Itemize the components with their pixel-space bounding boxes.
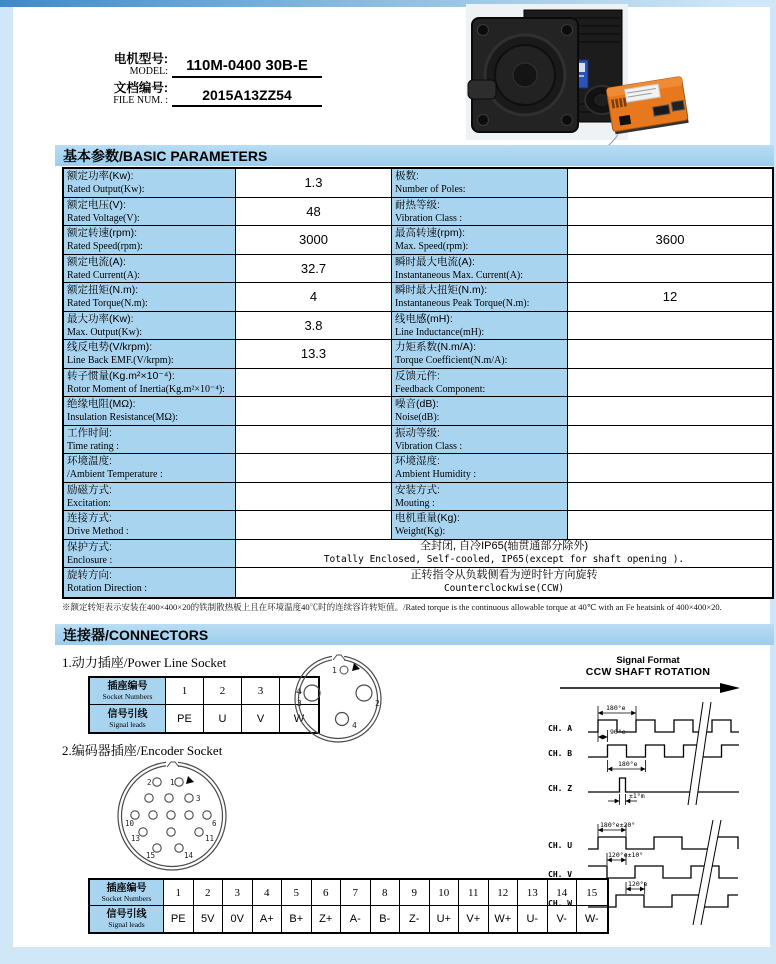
model-label-cn: 电机型号:	[113, 52, 168, 66]
basic-parameters-table	[62, 167, 774, 599]
param-value-cell	[568, 369, 772, 398]
param-label-cn: 最大功率(Kw):	[67, 312, 134, 325]
socket-number-cell: 3	[223, 880, 253, 906]
pin-header-cn: 信号引线	[106, 909, 147, 920]
signal-lead-cell: W+	[489, 906, 519, 932]
param-label-cell	[64, 340, 236, 369]
wave-ch-z	[588, 778, 739, 792]
socket-number-cell: 9	[400, 880, 430, 906]
param-label-en: Instantaneous Max. Current(A):	[395, 269, 524, 281]
filenum-value: 2015A13ZZ54	[172, 87, 322, 107]
param-label-en: Excitation:	[67, 497, 111, 509]
socket-number-cell: 15	[577, 880, 607, 906]
param-label-cell	[64, 369, 236, 398]
pin-table-header-cell	[90, 880, 164, 906]
param-value-cell	[568, 312, 772, 341]
param-label-en: Rated Speed(rpm):	[67, 241, 143, 252]
param-label-en: Instantaneous Peak Torque(N.m):	[395, 298, 530, 309]
ch-v-label: CH. V	[548, 870, 573, 879]
param-label-cell	[392, 369, 568, 398]
param-label-en: Max. Output(Kw):	[67, 326, 142, 338]
param-label-en: Rotation Direction :	[67, 583, 147, 594]
signal-lead-cell: U-	[518, 906, 548, 932]
param-label-cell	[392, 426, 568, 455]
encoder-socket-table	[88, 878, 609, 934]
param-label-cell	[392, 198, 568, 227]
param-label-cell	[64, 511, 236, 540]
ch-a-label: CH. A	[548, 724, 573, 733]
param-label-cn: 转子惯量(Kg.m²×10⁻⁴):	[67, 369, 175, 382]
footnote: ※额定转矩表示安装在400×400×20的铁制散热板上且在环境温度40℃时的连续容许转矩值。/Rated torque is the continuous allowable torque at 40℃ with an Fe heatsink of 400×400×20.	[62, 602, 722, 612]
param-label-en: Vibration Class :	[395, 212, 463, 224]
param-label-cn: 电机重量(Kg):	[395, 512, 460, 524]
socket-number-cell: 2	[194, 880, 224, 906]
power-socket-title: 1.动力插座/Power Line Socket	[62, 655, 227, 670]
model-value: 110M-0400 30B-E	[172, 57, 322, 78]
signal-lead-cell: W	[293, 712, 305, 725]
param-label-cn: 环境湿度:	[395, 455, 440, 467]
param-label-en: Mouting :	[395, 497, 435, 509]
param-value-cell: 3000	[236, 226, 392, 255]
socket-number-cell: 14	[548, 880, 578, 906]
param-label-en: Noise(dB):	[395, 412, 440, 423]
ann-v-120: 120°e±10°	[608, 851, 644, 859]
param-label-en: Drive Method :	[67, 526, 129, 537]
ann-b-180: 180°e	[618, 760, 638, 768]
param-label-en: /Ambient Temperature :	[67, 469, 163, 480]
param-value-cell	[568, 426, 772, 455]
param-label-en: Time rating :	[67, 440, 119, 452]
param-label-cn: 最高转速(rpm):	[395, 227, 465, 239]
signal-lead-cell: V	[242, 705, 280, 732]
signal-lead-cell: PE	[166, 705, 204, 732]
socket-number-cell: 4	[280, 678, 318, 705]
param-label-cn: 额定扭矩(N.m):	[67, 284, 139, 296]
param-label-en: Line Inductance(mH):	[395, 326, 485, 338]
pin-header-en: Socket Numbers	[102, 692, 153, 701]
param-label-cn: 线反电势(V/krpm):	[67, 341, 153, 353]
param-value-cell	[568, 511, 772, 540]
drive-photo	[598, 70, 698, 148]
wave-ch-v	[588, 866, 738, 878]
param-label-cn: 保护方式:	[67, 540, 112, 553]
socket-number-cell: 4	[253, 880, 283, 906]
param-value-cell	[236, 369, 392, 398]
pin-table-header-cell	[90, 906, 164, 932]
encoder-pin-13-label: 13	[131, 834, 141, 843]
encoder-pin-6-label: 6	[212, 819, 217, 828]
param-label-cn: 额定电流(A):	[67, 255, 126, 268]
param-label-cn: 绝缘电阻(MΩ):	[67, 398, 136, 410]
param-label-cn: 工作时间:	[67, 426, 112, 439]
param-value-cn: 全封闭, 自冷IP65(轴贯通部分除外)	[419, 540, 589, 553]
socket-number-cell: 2	[204, 678, 242, 705]
power-pin-2-label: 2	[375, 699, 380, 708]
param-value-cell	[568, 340, 772, 369]
param-label-cn: 安装方式:	[395, 483, 440, 496]
section-basic-parameters	[55, 145, 774, 166]
signal-lead-cell: 5V	[194, 906, 224, 932]
param-value-cell	[236, 397, 392, 426]
param-label-cn: 励磁方式:	[67, 483, 112, 496]
param-value-cell	[236, 568, 772, 597]
param-label-cell	[392, 454, 568, 483]
ann-w-120: 120°e	[628, 880, 648, 888]
param-value-cell: 3600	[568, 226, 772, 255]
param-label-cn: 振动等级:	[395, 426, 440, 439]
param-label-en: Rated Voltage(V):	[67, 212, 140, 224]
param-value-cell: 1.3	[236, 169, 392, 198]
model-label	[88, 52, 168, 78]
param-value-cell: 3.8	[236, 312, 392, 341]
param-value-cell	[236, 483, 392, 512]
param-label-en: Vibration Class :	[395, 440, 463, 452]
signal-format-diagram	[548, 655, 748, 930]
param-label-en: Rated Output(Kw):	[67, 184, 145, 195]
wave-ch-b	[588, 745, 739, 757]
param-label-cn: 极数:	[395, 170, 419, 182]
param-value-cn: 正转指令从负载侧看为逆时针方向旋转	[410, 569, 598, 582]
param-value-cell: 32.7	[236, 255, 392, 284]
param-label-cn: 线电感(mH):	[395, 312, 453, 325]
pin-header-en: Socket Numbers	[101, 893, 152, 903]
signal-title-2: CCW SHAFT ROTATION	[585, 666, 711, 678]
section-connectors	[55, 624, 774, 645]
encoder-pin-14-label: 14	[184, 851, 194, 860]
section-connectors-title: 连接器/CONNECTORS	[63, 626, 209, 643]
param-label-cell	[392, 255, 568, 284]
signal-lead-cell: A-	[341, 906, 371, 932]
param-label-cell	[392, 226, 568, 255]
param-value-cell	[568, 198, 772, 227]
socket-number-cell: 10	[430, 880, 460, 906]
param-label-cell	[64, 568, 236, 597]
filenum-label	[88, 81, 168, 107]
signal-lead-cell: U+	[430, 906, 460, 932]
pin-header-en: Signal leads	[109, 719, 146, 729]
wave-ch-w	[588, 895, 738, 907]
power-socket-diagram	[280, 650, 396, 746]
param-value-cell: 12	[568, 283, 772, 312]
power-pin-3-label: 3	[297, 699, 302, 708]
socket-number-cell: 1	[166, 678, 204, 705]
param-label-en: Enclosure :	[67, 554, 113, 566]
socket-number-cell: 3	[242, 678, 280, 705]
pin-table-header-cell	[90, 678, 166, 705]
signal-lead-cell: V-	[548, 906, 578, 932]
param-value-cell	[568, 397, 772, 426]
encoder-socket-title: 2.编码器插座/Encoder Socket	[62, 743, 223, 758]
param-label-en: Feedback Component:	[395, 383, 486, 395]
signal-lead-cell: B-	[371, 906, 401, 932]
param-label-cell	[392, 397, 568, 426]
param-value-cell	[568, 169, 772, 198]
filenum-label-cn: 文档编号:	[113, 80, 168, 95]
param-label-en: Max. Speed(rpm):	[395, 241, 469, 252]
encoder-pin-3-label: 3	[196, 794, 201, 803]
param-label-cell	[64, 255, 236, 284]
socket-number-cell: 11	[459, 880, 489, 906]
ch-u-label: CH. U	[548, 841, 573, 850]
filenum-row	[88, 81, 368, 107]
param-label-en: Insulation Resistance(MΩ):	[67, 412, 179, 423]
encoder-pin-15-label: 15	[146, 851, 156, 860]
ann-z-1m: ±1°m	[629, 792, 645, 800]
param-label-en: Ambient Humidity :	[395, 469, 477, 480]
model-label-en: MODEL:	[129, 66, 168, 78]
socket-number-cell: 13	[518, 880, 548, 906]
socket-number-cell: 7	[341, 880, 371, 906]
ann-b-90: 90°e	[610, 728, 626, 736]
param-label-en: Line Back EMF.(V/krpm):	[67, 355, 174, 366]
param-label-cell	[392, 283, 568, 312]
socket-number-cell: 1	[164, 880, 194, 906]
param-label-cell	[392, 511, 568, 540]
param-value-cell	[236, 511, 392, 540]
param-label-cell	[392, 169, 568, 198]
param-label-cell	[392, 483, 568, 512]
encoder-pin-2-label: 2	[147, 778, 152, 787]
param-label-cell	[64, 226, 236, 255]
param-value-cell: 48	[236, 198, 392, 227]
param-label-en: Rotor Moment of Inertia(Kg.m²×10⁻⁴):	[67, 383, 225, 395]
socket-number-cell: 5	[282, 880, 312, 906]
encoder-pin-10-label: 10	[125, 819, 135, 828]
param-value-cell	[568, 483, 772, 512]
param-label-cell	[64, 483, 236, 512]
encoder-pin-1-label: 1	[170, 778, 175, 787]
param-label-cn: 瞬时最大电流(A):	[395, 255, 475, 268]
pin-header-cn: 信号引线	[107, 708, 148, 720]
param-value-en: Totally Enclosed, Self-cooled, IP65(except for shaft opening ).	[323, 554, 685, 566]
encoder-pin-11-label: 11	[205, 834, 215, 843]
ann-u-180: 180°e±20°	[600, 821, 636, 829]
param-label-en: Torque Coefficient(N.m/A):	[395, 355, 508, 366]
power-pin-4-label: 4	[352, 721, 357, 730]
param-value-cell	[236, 426, 392, 455]
ann-a-180: 180°e	[606, 704, 626, 712]
signal-lead-cell: W-	[584, 913, 599, 925]
pin-table-header-cell	[90, 705, 166, 732]
signal-lead-cell: U	[204, 705, 242, 732]
signal-waveforms	[548, 680, 748, 930]
param-value-cell	[236, 454, 392, 483]
ch-w-label: CH. W	[548, 899, 573, 908]
param-label-cell	[64, 426, 236, 455]
param-label-cell	[64, 454, 236, 483]
ch-b-label: CH. B	[548, 749, 573, 758]
socket-number-cell: 6	[312, 880, 342, 906]
signal-lead-cell: PE	[164, 906, 194, 932]
param-label-cell	[392, 340, 568, 369]
top-blue-bar	[0, 0, 776, 7]
param-label-cn: 力矩系数(N.m/A):	[395, 341, 477, 353]
param-label-cn: 噪音(dB):	[395, 398, 439, 410]
model-row	[88, 52, 368, 78]
param-label-cn: 反馈元件:	[395, 369, 440, 382]
param-value-cell	[568, 454, 772, 483]
param-label-en: Rated Torque(N.m):	[67, 298, 148, 309]
signal-lead-cell: V+	[459, 906, 489, 932]
param-value-cell	[568, 255, 772, 284]
param-label-cn: 环境温度:	[67, 455, 112, 467]
signal-lead-cell: Z+	[312, 906, 342, 932]
param-label-cell	[392, 312, 568, 341]
param-label-cn: 额定功率(Kw):	[67, 170, 134, 182]
param-value-cell: 13.3	[236, 340, 392, 369]
param-label-cell	[64, 312, 236, 341]
encoder-socket-diagram	[112, 758, 232, 874]
socket-number-cell: 8	[371, 880, 401, 906]
param-label-cn: 旋转方向:	[67, 569, 112, 581]
param-label-cn: 连接方式:	[67, 512, 112, 524]
param-label-cell	[64, 397, 236, 426]
param-label-en: Number of Poles:	[395, 184, 466, 195]
signal-lead-cell: A+	[253, 906, 283, 932]
power-pin-1-label: 1	[332, 666, 337, 675]
pin-header-cn: 插座编号	[106, 882, 147, 894]
param-label-en: Weight(Kg):	[395, 526, 446, 537]
signal-lead-cell: Z-	[400, 906, 430, 932]
signal-lead-cell: B+	[282, 906, 312, 932]
param-label-cell	[64, 540, 236, 569]
param-value-cell: 4	[236, 283, 392, 312]
ch-z-label: CH. Z	[548, 784, 573, 793]
param-label-cn: 瞬时最大扭矩(N.m):	[395, 284, 488, 296]
param-label-cell	[64, 283, 236, 312]
section-basic-title: 基本参数/BASIC PARAMETERS	[63, 147, 268, 164]
param-label-cn: 额定电压(V):	[67, 198, 126, 211]
param-label-cn: 额定转速(rpm):	[67, 227, 137, 239]
param-value-en: Counterclockwise(CCW)	[443, 583, 565, 595]
param-value-cell	[236, 540, 772, 569]
socket-number-cell: 12	[489, 880, 519, 906]
param-label-en: Rated Current(A):	[67, 269, 141, 281]
param-label-cell	[64, 169, 236, 198]
signal-title-1: Signal Format	[616, 655, 680, 666]
signal-lead-cell: 0V	[223, 906, 253, 932]
document-header	[88, 52, 368, 110]
pin-header-cn: 插座编号	[107, 681, 148, 692]
filenum-label-en: FILE NUM. :	[113, 95, 168, 107]
pin-header-en: Signal leads	[108, 920, 145, 929]
param-label-cn: 耐热等级:	[395, 198, 440, 211]
param-label-cell	[64, 198, 236, 227]
